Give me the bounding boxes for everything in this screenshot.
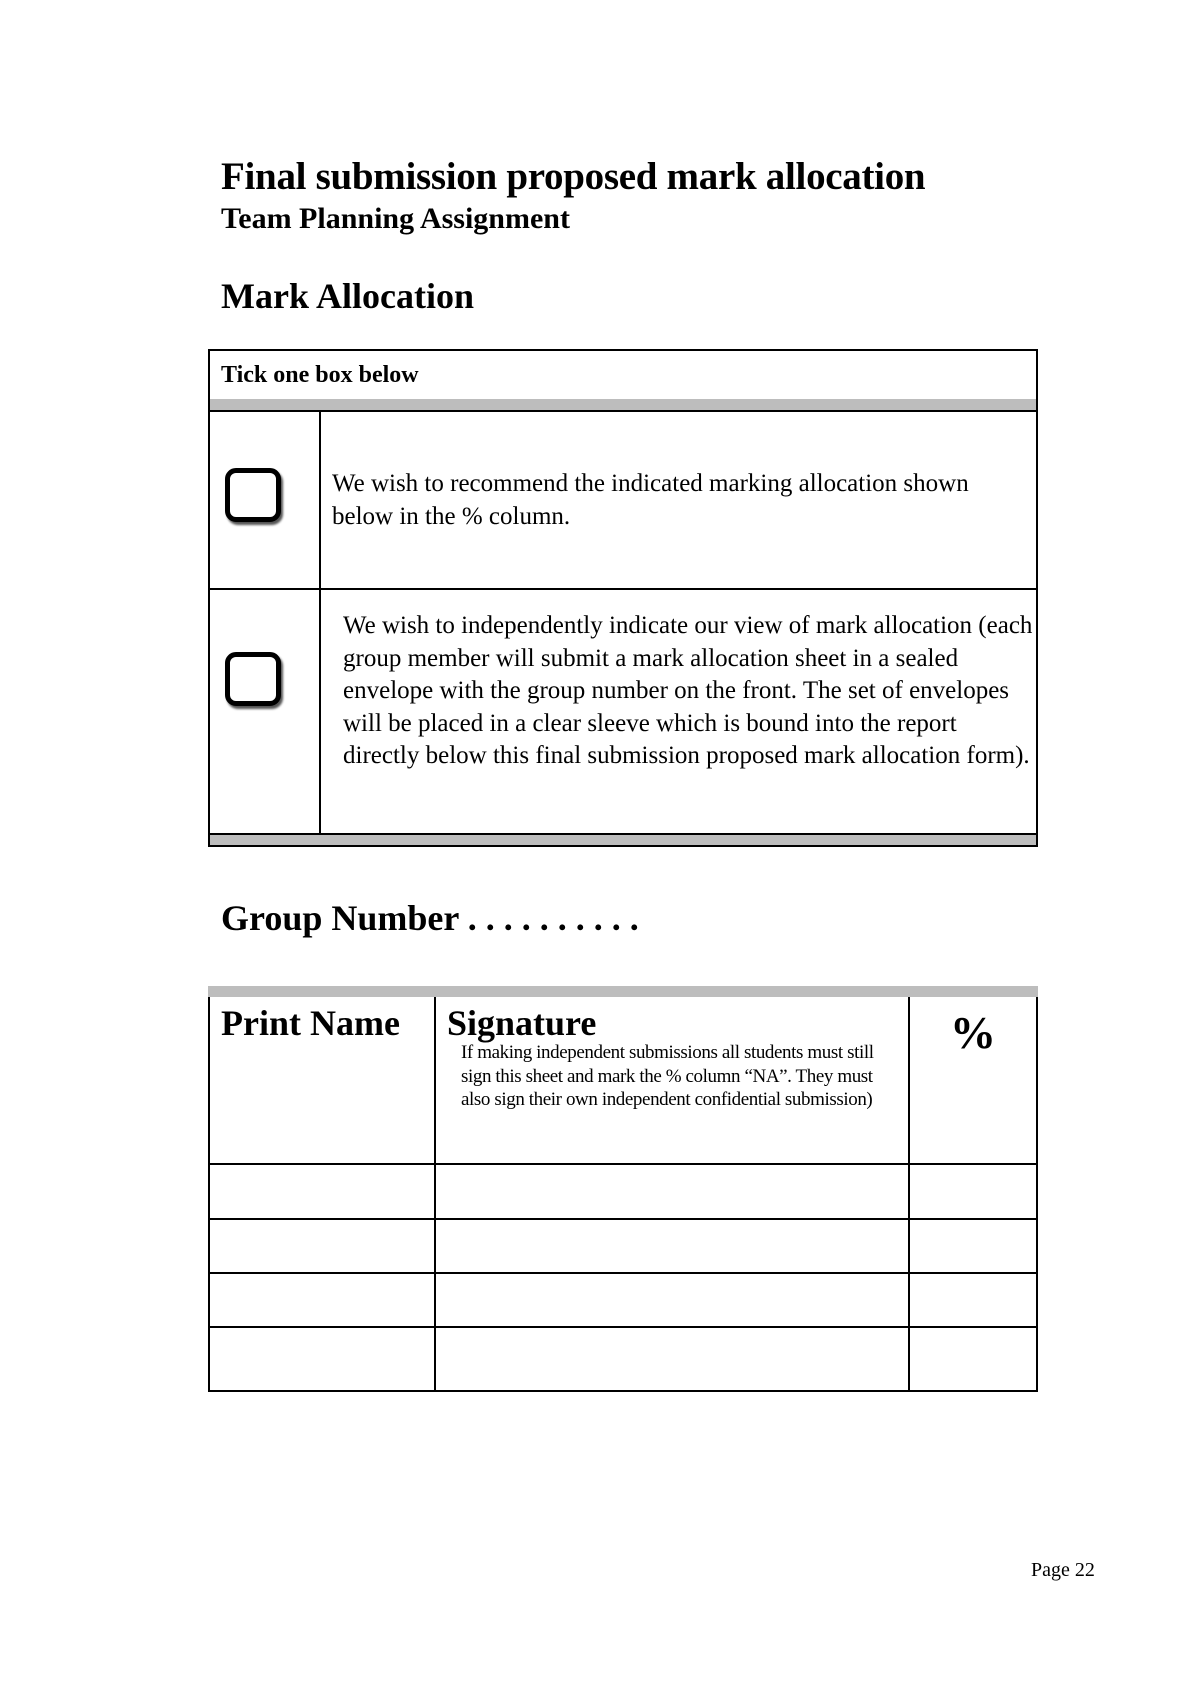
table-row-1-signature[interactable] xyxy=(436,1165,908,1218)
allocation-option-independent xyxy=(210,590,1036,835)
table-header-band xyxy=(208,986,1038,997)
page-subtitle: Team Planning Assignment xyxy=(221,202,570,235)
page-number: Page 22 xyxy=(1031,1559,1095,1581)
signature-table xyxy=(208,986,1038,1392)
table-row-1-percent[interactable] xyxy=(910,1165,1036,1218)
mark-allocation-box xyxy=(208,349,1038,847)
table-row-3-percent[interactable] xyxy=(910,1274,1036,1326)
signature-header: Signature xyxy=(447,1003,597,1043)
footer-band xyxy=(210,833,1036,845)
allocation-instruction: Tick one box below xyxy=(221,362,419,388)
print-name-header: Print Name xyxy=(221,1003,400,1043)
table-row-4-signature[interactable] xyxy=(436,1328,908,1390)
option-recommend-text: We wish to recommend the indicated marking allocation shown below in the % column. xyxy=(332,470,969,530)
table-row-3-signature[interactable] xyxy=(436,1274,908,1326)
table-row-1-name[interactable] xyxy=(210,1165,434,1218)
table-row-4-name[interactable] xyxy=(210,1328,434,1390)
checkbox-recommend[interactable] xyxy=(225,468,281,522)
group-number-label: Group Number . . . . . . . . . . xyxy=(221,898,639,938)
table-row-2-name[interactable] xyxy=(210,1220,434,1272)
mark-allocation-heading: Mark Allocation xyxy=(221,276,474,316)
option-independent-text: We wish to independently indicate our view of mark allocation (each group member will submit a mark allocation sheet in a sealed envelope with the group number on the front. The set of envelopes will be placed in a clear sleeve which is bound into the report directly below this final submission proposed mark allocation form). xyxy=(343,612,1033,769)
page-title: Final submission proposed mark allocation xyxy=(221,155,926,198)
header-band xyxy=(210,399,1036,412)
signature-note: If making independent submissions all students must still sign this sheet and mark the % column “NA”. They must also sign their own independent confidential submission) xyxy=(461,1042,874,1110)
allocation-option-recommend xyxy=(210,412,1036,590)
table-row-2-percent[interactable] xyxy=(910,1220,1036,1272)
table-row-2-signature[interactable] xyxy=(436,1220,908,1272)
percent-header: % xyxy=(950,1007,996,1058)
checkbox-independent[interactable] xyxy=(225,652,281,706)
table-row-3-name[interactable] xyxy=(210,1274,434,1326)
table-row-4-percent[interactable] xyxy=(910,1328,1036,1390)
